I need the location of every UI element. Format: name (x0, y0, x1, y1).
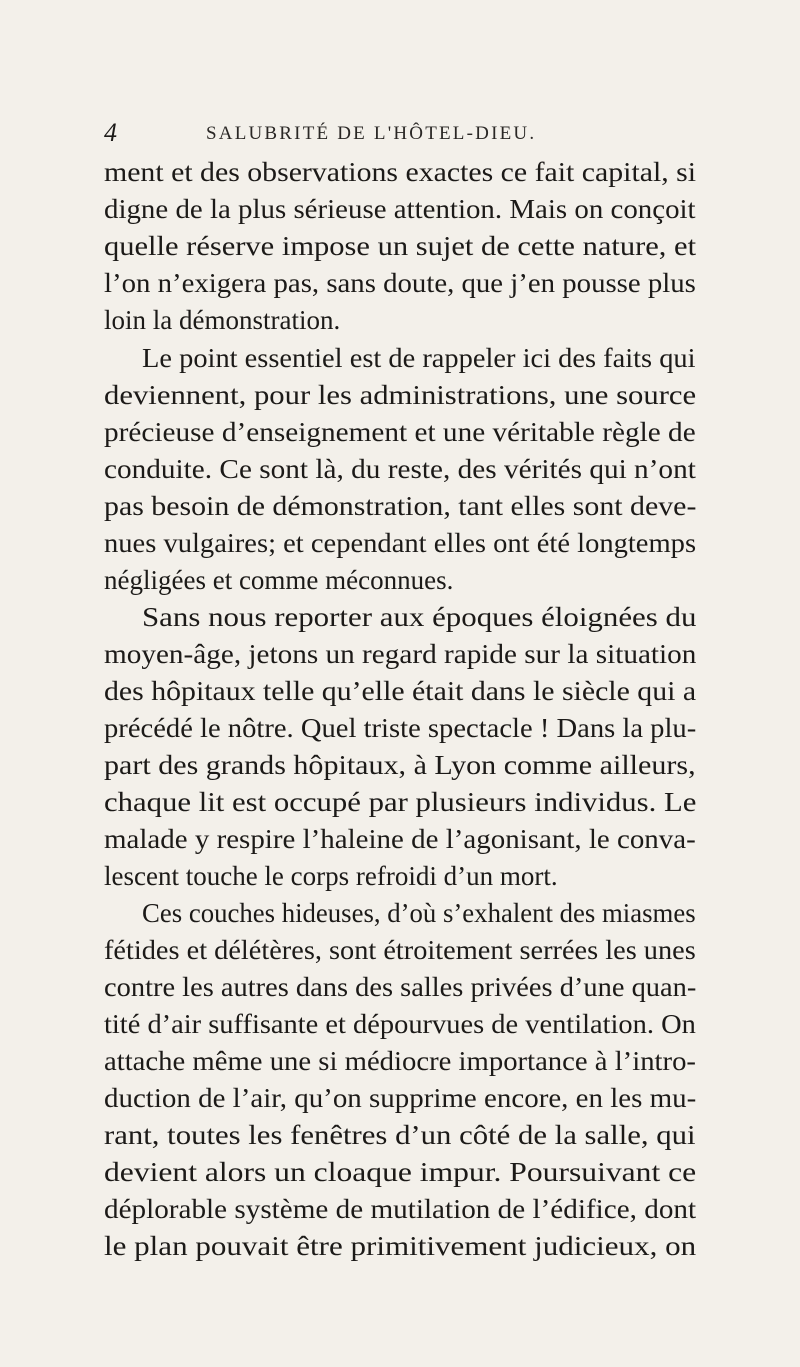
text-line: attache même une si médiocre importance à l’intro- (104, 1046, 696, 1076)
paragraph-first-line: Le point essentiel est de rappeler ici des faits qui (142, 343, 696, 373)
text-line: deviennent, pour les administrations, une source (104, 380, 697, 410)
paragraph-first-line: Ces couches hideuses, d’où s’exhalent des miasmes (142, 898, 696, 928)
text-line: ment et des observations exactes ce fait capital, si (104, 157, 697, 187)
running-head (104, 118, 724, 148)
text-line: l’on n’exigera pas, sans doute, que j’en pousse plus (104, 268, 696, 298)
text-line: devient alors un cloaque impur. Poursuivant ce (104, 1157, 697, 1187)
page-number: 4 (104, 118, 117, 147)
text-line: le plan pouvait être primitivement judicieux, on (104, 1231, 697, 1261)
running-title: SALUBRITÉ DE L'HÔTEL-DIEU. (206, 123, 537, 144)
paragraph-first-line: Sans nous reporter aux époques éloignées du (142, 602, 697, 632)
text-line: moyen-âge, jetons un regard rapide sur la situation (104, 639, 697, 669)
text-line: lescent touche le corps refroidi d’un mort. (104, 861, 558, 891)
text-line: digne de la plus sérieuse attention. Mais on conçoit (104, 194, 696, 224)
text-line: loin la démonstration. (104, 305, 341, 335)
text-line: quelle réserve impose un sujet de cette nature, et (104, 231, 697, 261)
text-line: part des grands hôpitaux, à Lyon comme ailleurs, (104, 750, 696, 780)
text-line: rant, toutes les fenêtres d’un côté de la salle, qui (104, 1120, 696, 1150)
text-line: fétides et délétères, sont étroitement serrées les unes (104, 935, 696, 965)
text-line: tité d’air suffisante et dépourvues de ventilation. On (104, 1009, 696, 1039)
text-line: contre les autres dans des salles privées d’une quan- (104, 972, 697, 1002)
text-line: nues vulgaires; et cependant elles ont été longtemps (104, 528, 697, 558)
text-line: pas besoin de démonstration, tant elles sont deve- (104, 491, 697, 521)
text-line: négligées et comme méconnues. (104, 565, 454, 595)
text-line: précieuse d’enseignement et une véritable règle de (104, 417, 696, 447)
text-line: déplorable système de mutilation de l’édifice, dont (104, 1194, 697, 1224)
text-line: conduite. Ce sont là, du reste, des vérités qui n’ont (104, 454, 696, 484)
text-line: des hôpitaux telle qu’elle était dans le siècle qui a (104, 676, 697, 706)
text-line: duction de l’air, qu’on supprime encore, en les mu- (104, 1083, 697, 1113)
text-line: chaque lit est occupé par plusieurs individus. Le (104, 787, 697, 817)
text-line: malade y respire l’haleine de l’agonisant, le conva- (104, 824, 696, 854)
text-line: précédé le nôtre. Quel triste spectacle ! Dans la plu- (104, 713, 697, 743)
